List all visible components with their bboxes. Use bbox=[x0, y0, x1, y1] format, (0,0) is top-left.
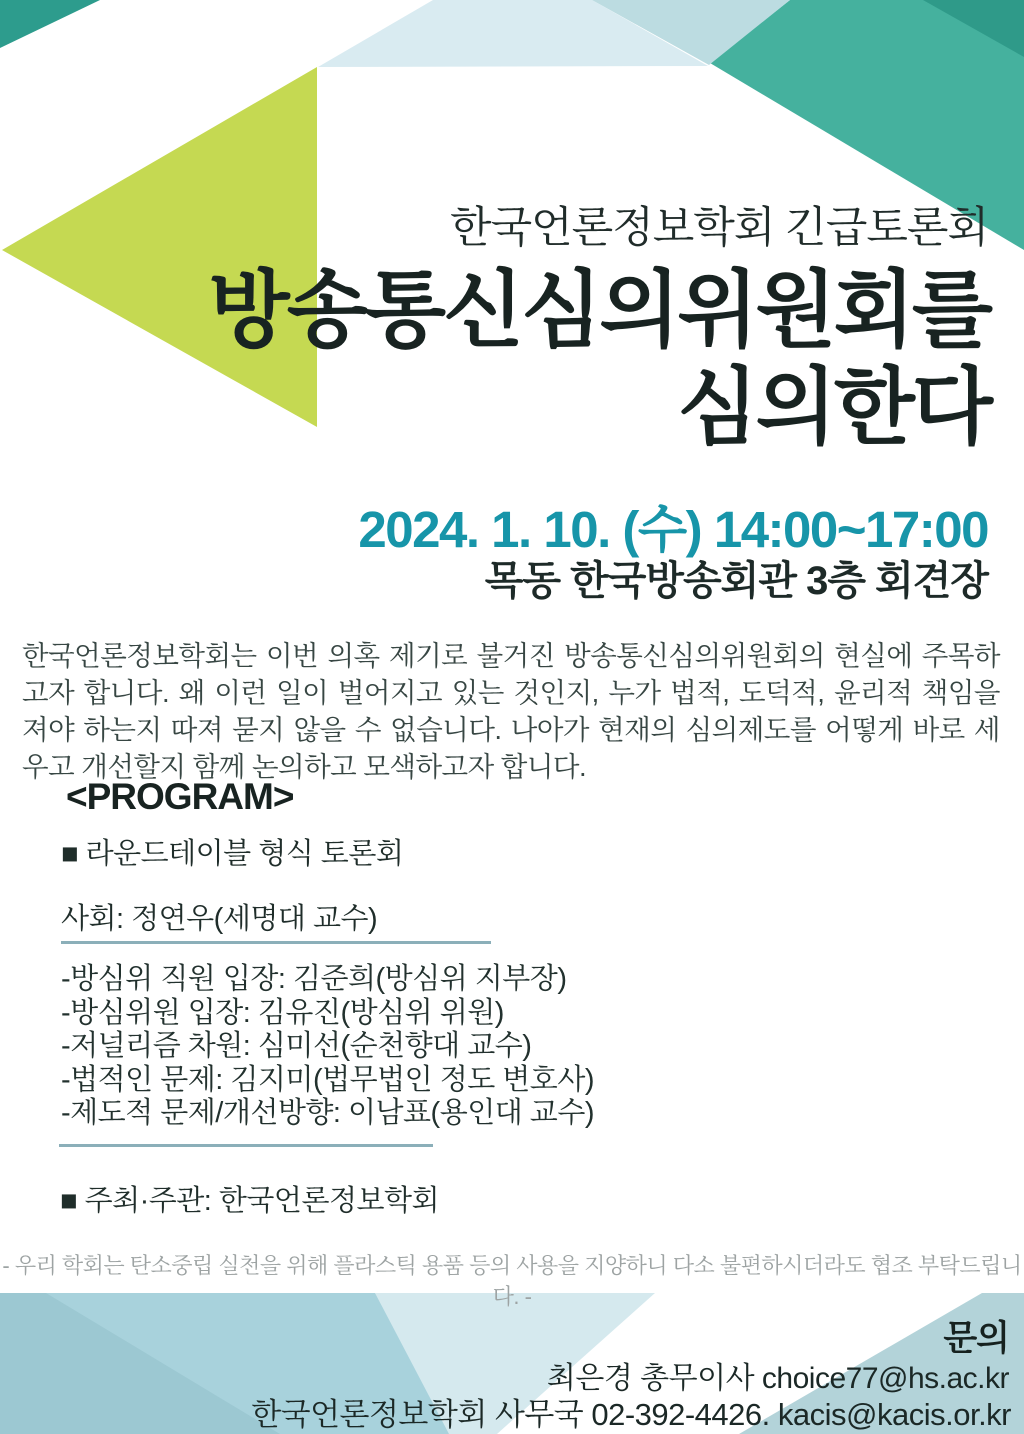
event-datetime: 2024. 1. 10. (수) 14:00~17:00 bbox=[358, 501, 988, 558]
program-format-line: ■ 라운드테이블 형식 토론회 bbox=[61, 838, 404, 870]
panel-item: -저널리즘 차원: 심미선(순천향대 교수) bbox=[61, 1030, 532, 1062]
panel-item: -방심위 직원 입장: 김준희(방심위 지부장) bbox=[61, 963, 567, 995]
contact-line-1: 최은경 총무이사 choice77@hs.ac.kr bbox=[546, 1362, 1009, 1395]
panel-item: -제도적 문제/개선방향: 이남표(용인대 교수) bbox=[61, 1097, 594, 1129]
host-line: ■ 주최·주관: 한국언론정보학회 bbox=[60, 1185, 440, 1217]
panel-item: -법적인 문제: 김지미(법무법인 정도 변호사) bbox=[61, 1063, 594, 1096]
event-title-line1: 방송통신심의위원회를 bbox=[208, 263, 990, 357]
contact-line-2: 한국언론정보학회 사무국 02-392-4426. kacis@kacis.or.kr bbox=[251, 1397, 1011, 1432]
event-kicker: 한국언론정보학회 긴급토론회 bbox=[450, 204, 988, 252]
eco-note: - 우리 학회는 탄소중립 실천을 위해 플라스틱 용품 등의 사용을 지양하니 다소 불편하시더라도 협조 부탁드립니다. - bbox=[2, 1253, 1022, 1309]
event-venue: 목동 한국방송회관 3층 회견장 bbox=[484, 559, 988, 603]
contact-heading: 문의 bbox=[943, 1319, 1009, 1358]
event-title bbox=[209, 262, 990, 456]
divider-bottom bbox=[59, 1144, 433, 1147]
intro-paragraph: 한국언론정보학회는 이번 의혹 제기로 불거진 방송통신심의위원회의 현실에 주목하고자 합니다. 왜 이런 일이 벌어지고 있는 것인지, 누가 법적, 도덕적, 윤리적 책임을 져야 하는지 따져 묻지 않을 수 없습니다. 나아가 현재의 심의제도를 어떻게 바로 세우고 개선할지 함께 논의하고 모색하고자 합니다. bbox=[22, 640, 1000, 782]
program-heading: <PROGRAM> bbox=[66, 776, 294, 817]
program-moderator-line: 사회: 정연우(세명대 교수) bbox=[61, 903, 378, 935]
event-title-line2: 심의한다 bbox=[677, 360, 990, 454]
panel-item: -방심위원 입장: 김유진(방심위 위원) bbox=[61, 996, 504, 1029]
panel-list bbox=[61, 963, 594, 1131]
divider-top bbox=[61, 941, 491, 944]
